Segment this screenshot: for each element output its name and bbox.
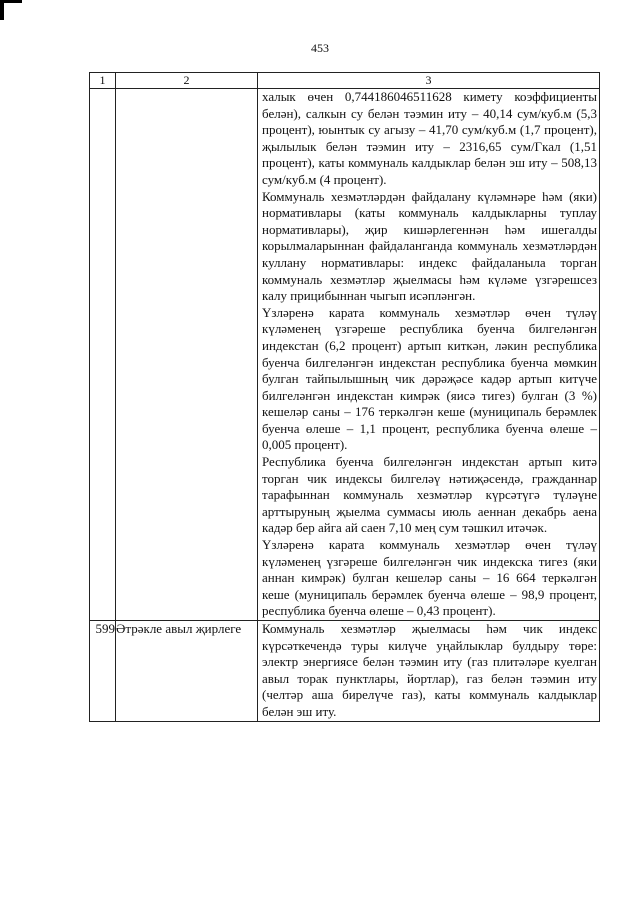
text-paragraph: халык өчен 0,744186046511628 кимету коэффициенты белән), салкын су белән тәэмин иту – 40,14 сум/куб.м (5,3 процент), юынтык су агызу – 41,70 сум/куб.м (1,7 процент), җылылык белән тәэмин иту – 2316,65 сум/Гкал (1,51 процент), каты коммуналь калдыклар белән эш иту – 508,13 сум/куб.м (4 процент). bbox=[262, 89, 597, 187]
row-name-cell bbox=[116, 89, 258, 621]
document-table bbox=[89, 72, 600, 722]
municipality-name: Әтрәкле авыл җирлеге bbox=[116, 621, 258, 722]
table-row-599 bbox=[90, 621, 600, 722]
row-number: 599 bbox=[90, 621, 116, 722]
row-number-cell bbox=[90, 89, 116, 621]
table-row-continuation bbox=[90, 89, 600, 621]
row-text-cell bbox=[258, 89, 600, 621]
text-paragraph: Республика буенча билгеләнгән индекстан артып китә торган чик индексы билгеләү нәтиҗәсендә, гражданнар тарафыннан коммуналь хезмәтләр күрсәтүгә түләүне арттыруның җыелма суммасы июль аеннан декабрь аена кадәр бер айга ай саен 7,10 мең сум тәшкил итәчәк. bbox=[262, 454, 597, 536]
column-header-3: 3 bbox=[258, 73, 600, 89]
text-paragraph: Үзләренә карата коммуналь хезмәтләр өчен түләү күләменең үзгәреше республика буенча билгеләнгән индекстан (6,2 процент) артып киткән, ләкин республика буенча билгеләнгән индекстан республика буенча мөмкин булган тайпылышның чик дәрәҗәсе кадәр артып китүче билгеләнгән индекстан кимрәк (яисә тигез) булган (3 %) кешеләр саны – 176 теркәлгән кеше (муниципаль берәмлек буенча өлеше – 1,1 процент, республика буенча өлеше – 0,005 процент). bbox=[262, 304, 597, 453]
page-number: 453 bbox=[311, 41, 329, 55]
text-paragraph: Үзләренә карата коммуналь хезмәтләр өчен түләү күләменең үзгәреше билгеләнгән чик индекска тигез (яки аннан кимрәк) булган кешеләр саны – 16 664 теркәлгән кеше (муниципаль берәмлек буенча өлеше – 98,9 процент, республика буенча өлеше – 0,43 процент). bbox=[262, 537, 597, 619]
row-text-cell bbox=[258, 621, 600, 722]
column-header-1: 1 bbox=[90, 73, 116, 89]
text-paragraph: Коммуналь хезмәтләр җыелмасы һәм чик индекс күрсәткечендә туры килүче уңайлыклар булдыру төре: электр энергиясе белән тәэмин иту (газ плитәләре куелган авыл торак пунктлары, йортлар), газ белән тәэмин иту (челтәр аша бирелүче газ), каты коммуналь калдыклар белән эш иту. bbox=[262, 621, 597, 719]
text-paragraph: Коммуналь хезмәтләрдән файдалану күләмнәре һәм (яки) нормативлары (каты коммуналь калдыкларны туплау нормативлары), җир кишәрлегеннән һәм ишегалды корылмаларыннан файдаланганда коммуналь хезмәтләрдән куллану нормативлары: индекс файдаланыла торган коммуналь хезмәтләр җыелмасы һәм күләме үзгәрешсез калу прицибыннан чыгып исәпләнгән. bbox=[262, 188, 597, 304]
table-header-row bbox=[90, 73, 600, 89]
scan-corner-mark-vertical bbox=[0, 0, 4, 20]
column-header-2: 2 bbox=[116, 73, 258, 89]
